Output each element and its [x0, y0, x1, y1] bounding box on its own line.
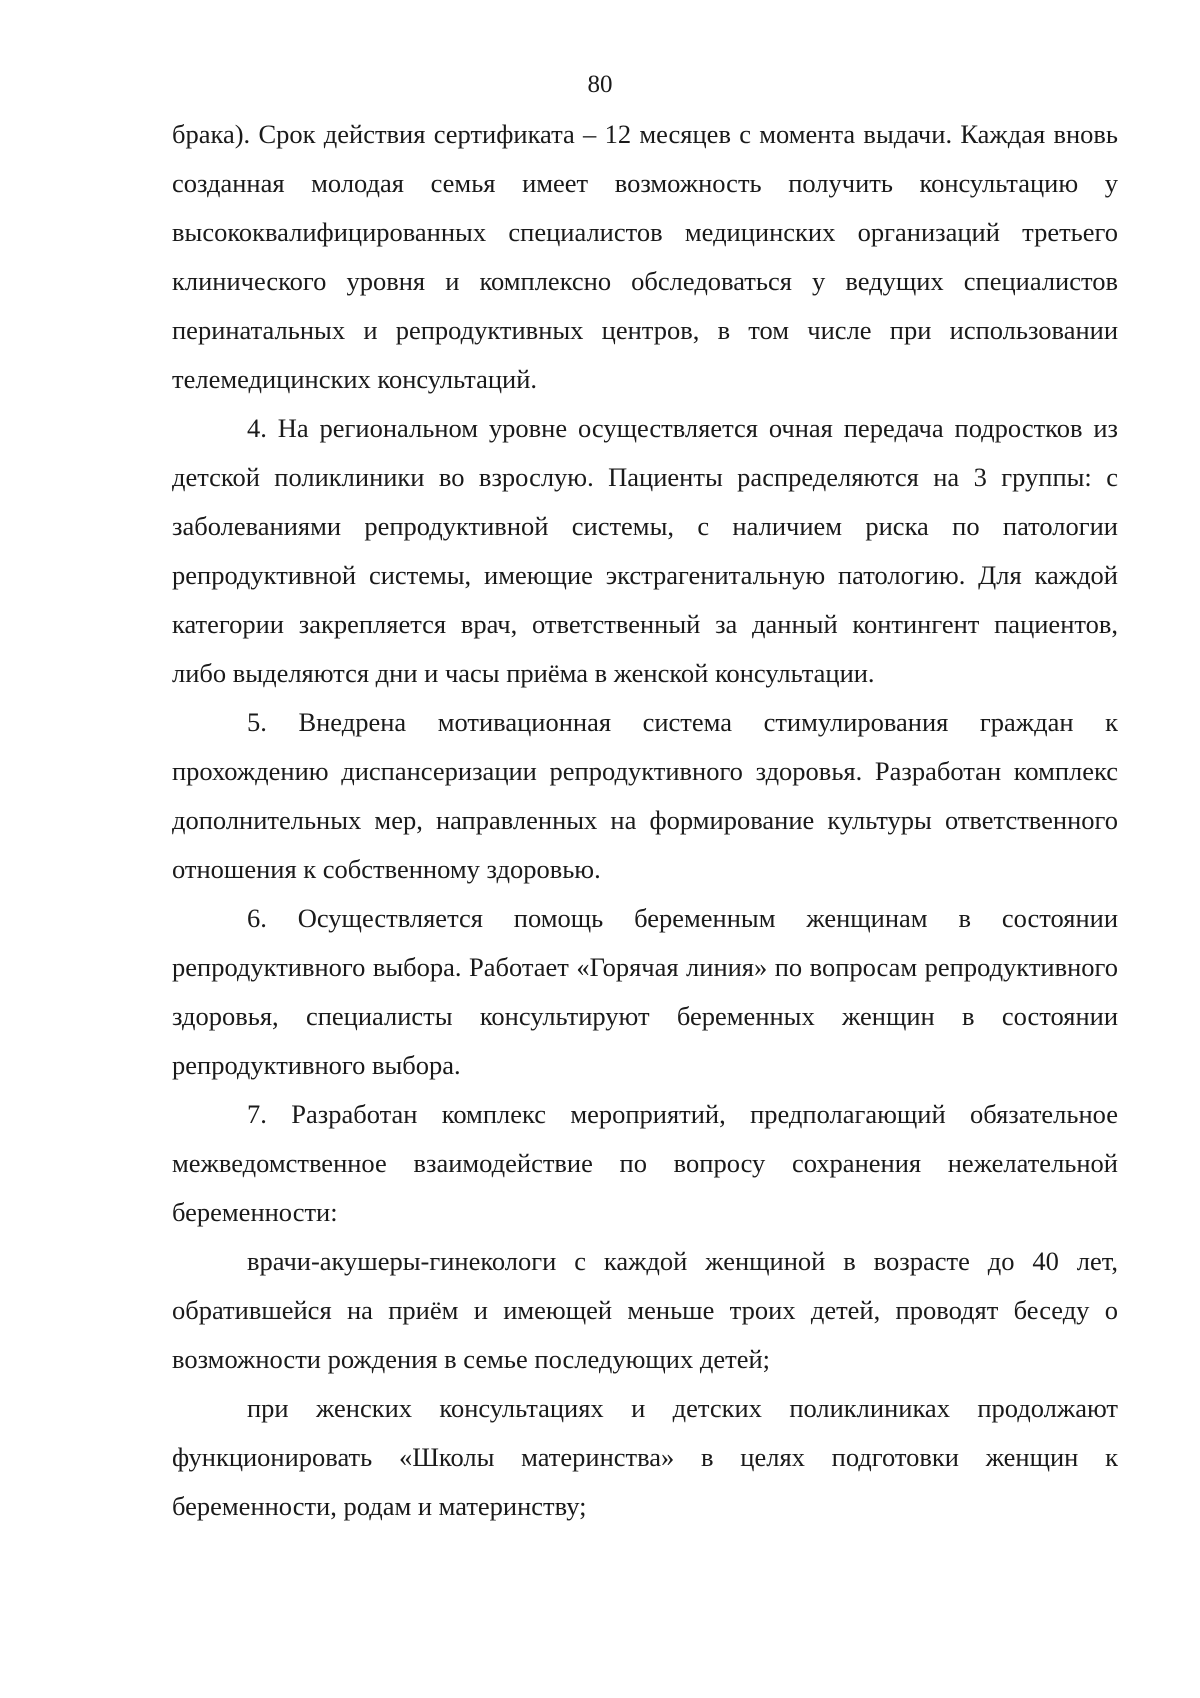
page-number: 80: [587, 71, 613, 98]
paragraph-item-4: 4. На региональном уровне осуществляется очная передача подростков из детской поликлиники во взрослую. Пациенты распределяются на 3 группы: с заболеваниями репродуктивной системы, с наличием риска по патологии репродуктивной системы, имеющие экстрагенитальную патологию. Для каждой категории закрепляется врач, ответственный за данный контингент пациентов, либо выделяются дни и часы приёма в женской консультации.: [172, 413, 1118, 688]
document-body: [172, 110, 1118, 1531]
paragraph-certificate-continuation: брака). Срок действия сертификата – 12 месяцев с момента выдачи. Каждая вновь созданная молодая семья имеет возможность получить консультацию у высококвалифицированных специалистов медицинских организаций третьего клинического уровня и комплексно обследоваться у ведущих специалистов перинатальных и репродуктивных центров, в том числе при использовании телемедицинских консультаций.: [172, 119, 1118, 394]
paragraph-obgyn-conversation: врачи-акушеры-гинекологи с каждой женщиной в возрасте до 40 лет, обратившейся на приём и имеющей меньше троих детей, проводят беседу о возможности рождения в семье последующих детей;: [172, 1246, 1118, 1374]
paragraph-item-5: 5. Внедрена мотивационная система стимулирования граждан к прохождению диспансеризации репродуктивного здоровья. Разработан комплекс дополнительных мер, направленных на формирование культуры ответственного отношения к собственному здоровью.: [172, 707, 1118, 884]
paragraph-item-7: 7. Разработан комплекс мероприятий, предполагающий обязательное межведомственное взаимодействие по вопросу сохранения нежелательной беременности:: [172, 1099, 1118, 1227]
paragraph-maternity-schools: при женских консультациях и детских поликлиниках продолжают функционировать «Школы материнства» в целях подготовки женщин к беременности, родам и материнству;: [172, 1393, 1118, 1521]
paragraph-item-6: 6. Осуществляется помощь беременным женщинам в состоянии репродуктивного выбора. Работает «Горячая линия» по вопросам репродуктивного здоровья, специалисты консультируют беременных женщин в состоянии репродуктивного выбора.: [172, 903, 1118, 1080]
